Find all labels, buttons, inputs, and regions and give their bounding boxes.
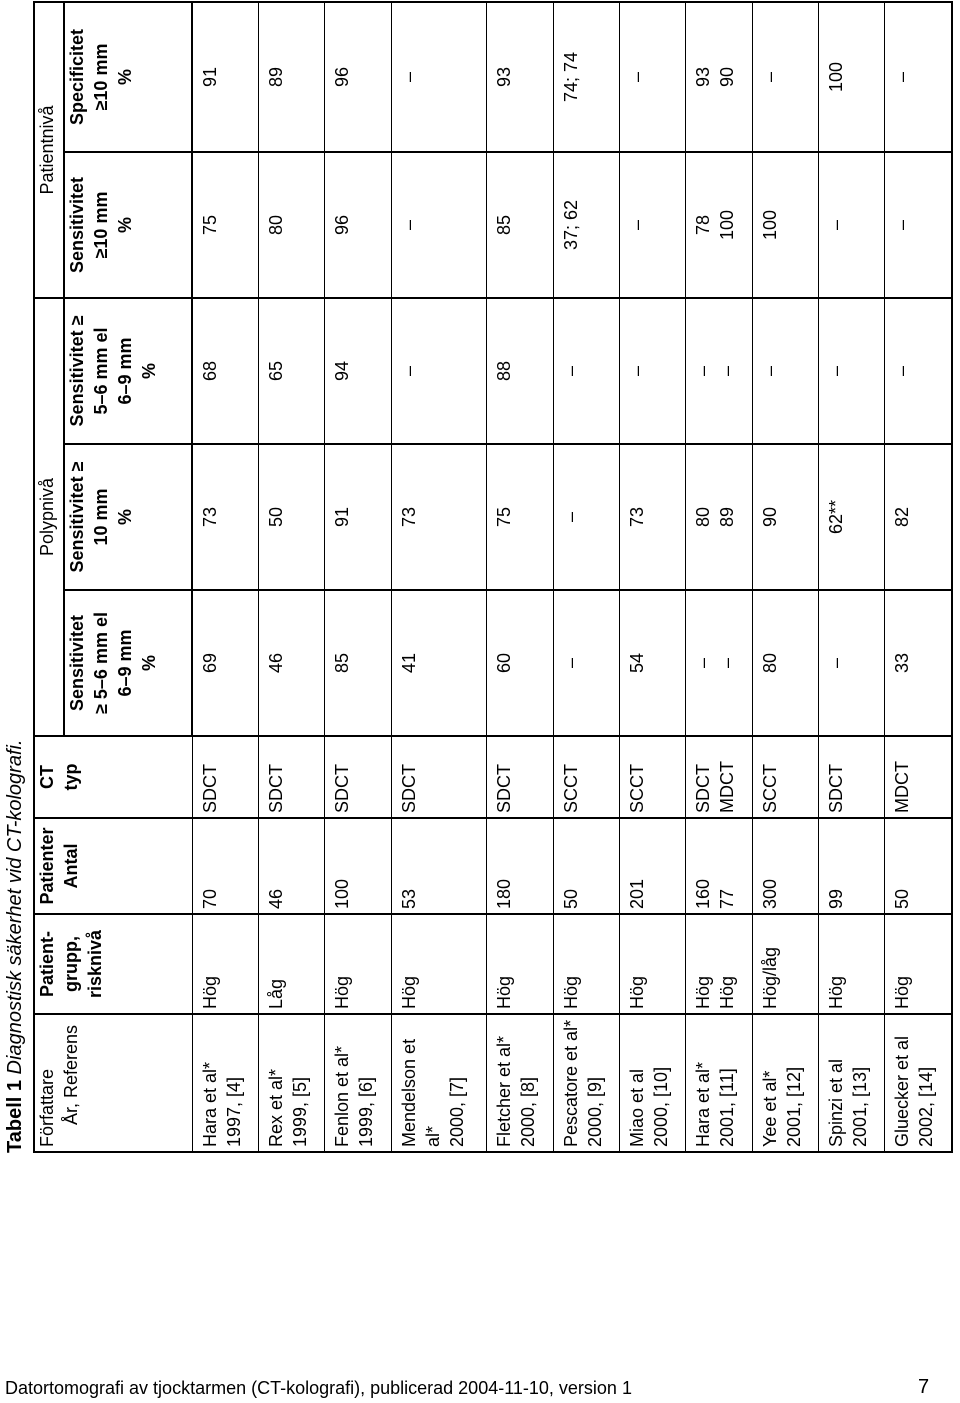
header-patient-spec-10: Specificitet ≥10 mm % bbox=[64, 2, 192, 152]
cell-polyp-sens-5 bbox=[885, 590, 952, 736]
cell-patient-spec-10 bbox=[819, 2, 885, 152]
cell-patient-sens-10 bbox=[325, 152, 391, 298]
cell-patient-count-value: 46 bbox=[265, 888, 286, 909]
cell-polyp-sens-5-value: 85 bbox=[332, 652, 353, 674]
cell-author-value: 2002, [14] bbox=[916, 1066, 937, 1147]
cell-patient-sens-10-value: – bbox=[627, 219, 648, 230]
cell-author-value: 1999, [6] bbox=[356, 1076, 377, 1147]
cell-patient-spec-10-value: 90 bbox=[717, 66, 738, 87]
cell-ct-type-value: SDCT bbox=[826, 764, 847, 813]
cell-polyp-sens-10 bbox=[885, 444, 952, 590]
cell-patient-spec-10-value: 89 bbox=[265, 66, 286, 87]
cell-author-value: Fenlon et al* bbox=[332, 1045, 353, 1147]
cell-patient-sens-5 bbox=[553, 298, 619, 444]
caption-text: Diagnostisk säkerhet vid CT-kolografi. bbox=[4, 739, 26, 1075]
cell-patient-sens-5-value: – bbox=[560, 365, 581, 376]
cell-author-value: 1997, [4] bbox=[223, 1076, 244, 1147]
cell-author bbox=[325, 1014, 391, 1152]
cell-patient-count bbox=[487, 818, 553, 914]
cell-patient-spec-10-value: 100 bbox=[826, 61, 847, 93]
cell-polyp-sens-5-value: 33 bbox=[892, 652, 913, 674]
cell-polyp-sens-10 bbox=[752, 444, 818, 590]
cell-patient-group-value: Hög bbox=[199, 975, 220, 1009]
cell-patient-sens-10 bbox=[192, 152, 258, 298]
cell-polyp-sens-10-value: 73 bbox=[398, 506, 419, 528]
cell-polyp-sens-10 bbox=[192, 444, 258, 590]
cell-author-value: 2001, [13] bbox=[850, 1066, 871, 1147]
cell-patient-group bbox=[487, 914, 553, 1014]
cell-patient-sens-10 bbox=[686, 152, 752, 298]
cell-polyp-sens-10 bbox=[553, 444, 619, 590]
cell-patient-sens-10 bbox=[553, 152, 619, 298]
cell-author-value: Pescatore et al* bbox=[560, 1019, 581, 1147]
cell-patient-count-value: 50 bbox=[892, 888, 913, 909]
cell-patient-group bbox=[620, 914, 686, 1014]
cell-author-value: Fletcher et al* bbox=[494, 1035, 515, 1147]
cell-patient-spec-10 bbox=[391, 2, 487, 152]
accuracy-table bbox=[33, 1, 953, 1153]
cell-polyp-sens-10-value: 62** bbox=[826, 499, 847, 535]
cell-ct-type bbox=[620, 736, 686, 818]
table-caption bbox=[4, 739, 27, 1153]
cell-polyp-sens-5 bbox=[391, 590, 487, 736]
cell-patient-sens-10-value: 78 bbox=[693, 214, 714, 235]
cell-ct-type-value: MDCT bbox=[892, 761, 913, 813]
cell-patient-sens-10-value: 80 bbox=[265, 214, 286, 235]
cell-patient-sens-10-value: 100 bbox=[759, 209, 780, 241]
cell-patient-count-value: 50 bbox=[560, 888, 581, 909]
header-patient-sens-5: Sensitivitet ≥ 5–6 mm el 6–9 mm % bbox=[64, 298, 192, 444]
cell-patient-spec-10 bbox=[885, 2, 952, 152]
cell-polyp-sens-5-value: – bbox=[693, 658, 714, 669]
cell-patient-spec-10-value: 93 bbox=[494, 66, 515, 87]
cell-patient-sens-10 bbox=[885, 152, 952, 298]
cell-patient-count bbox=[620, 818, 686, 914]
cell-ct-type-value: SCCT bbox=[627, 764, 648, 813]
cell-patient-spec-10-value: 96 bbox=[332, 66, 353, 87]
cell-polyp-sens-10-value: 91 bbox=[332, 506, 353, 528]
cell-patient-sens-5 bbox=[325, 298, 391, 444]
cell-ct-type bbox=[885, 736, 952, 818]
cell-polyp-sens-10-value: 82 bbox=[892, 506, 913, 528]
cell-ct-type-value: SDCT bbox=[265, 764, 286, 813]
cell-ct-type bbox=[553, 736, 619, 818]
cell-patient-group-value: Hög bbox=[693, 975, 714, 1009]
cell-author bbox=[819, 1014, 885, 1152]
table-row bbox=[391, 2, 487, 1152]
cell-author bbox=[258, 1014, 324, 1152]
header-patient-level: Patientnivå bbox=[34, 2, 64, 298]
cell-patient-group bbox=[752, 914, 818, 1014]
cell-patient-sens-5 bbox=[620, 298, 686, 444]
page-footer: Datortomografi av tjocktarmen (CT-kolografi), publicerad 2004-11-10, version 1 bbox=[5, 1378, 632, 1398]
cell-polyp-sens-10-value: 73 bbox=[200, 506, 220, 528]
page-number: 7 bbox=[918, 1376, 930, 1398]
cell-patient-spec-10-value: – bbox=[759, 71, 780, 82]
cell-author-value: 2000, [8] bbox=[518, 1076, 539, 1147]
cell-patient-sens-5-value: – bbox=[627, 365, 648, 376]
cell-patient-group bbox=[258, 914, 324, 1014]
cell-patient-group-value: Hög bbox=[627, 975, 648, 1009]
cell-ct-type-value: SDCT bbox=[398, 764, 419, 813]
cell-polyp-sens-5 bbox=[258, 590, 324, 736]
cell-patient-count-value: 180 bbox=[494, 878, 515, 909]
header-patients: Patienter Antal bbox=[34, 818, 192, 914]
cell-patient-sens-10-value: 37; 62 bbox=[560, 199, 581, 251]
cell-patient-group bbox=[686, 914, 752, 1014]
cell-polyp-sens-5-value: 69 bbox=[200, 652, 220, 674]
cell-patient-group bbox=[885, 914, 952, 1014]
cell-ct-type-value: SDCT bbox=[199, 764, 220, 813]
cell-author-value: Spinzi et al bbox=[826, 1058, 847, 1147]
cell-author bbox=[620, 1014, 686, 1152]
cell-patient-group bbox=[192, 914, 258, 1014]
cell-patient-spec-10 bbox=[686, 2, 752, 152]
cell-ct-type-value: SDCT bbox=[332, 764, 353, 813]
cell-author-value: 1999, [5] bbox=[289, 1076, 310, 1147]
cell-patient-spec-10-value: – bbox=[398, 71, 419, 82]
cell-patient-sens-10-value: – bbox=[826, 219, 847, 230]
cell-patient-sens-5-value: – bbox=[693, 365, 714, 376]
cell-polyp-sens-10 bbox=[686, 444, 752, 590]
header-polyp-sens-10: Sensitivitet ≥ 10 mm % bbox=[64, 444, 192, 590]
cell-patient-count-value: 100 bbox=[332, 878, 353, 909]
cell-patient-count-value: 160 bbox=[693, 878, 714, 909]
cell-polyp-sens-10-value: – bbox=[560, 512, 581, 523]
cell-patient-group bbox=[553, 914, 619, 1014]
cell-patient-group-value: Hög bbox=[892, 975, 913, 1009]
cell-patient-group-value: Hög bbox=[332, 975, 353, 1009]
cell-patient-count bbox=[686, 818, 752, 914]
cell-ct-type-value: MDCT bbox=[717, 761, 738, 813]
cell-author-value: Mendelson et al* bbox=[398, 1038, 443, 1147]
cell-patient-spec-10-value: 93 bbox=[693, 66, 714, 87]
cell-patient-count-value: 53 bbox=[398, 888, 419, 909]
cell-patient-sens-5-value: 65 bbox=[265, 360, 286, 382]
cell-patient-sens-5 bbox=[819, 298, 885, 444]
cell-patient-sens-10 bbox=[620, 152, 686, 298]
cell-patient-sens-10 bbox=[819, 152, 885, 298]
cell-patient-spec-10-value: 91 bbox=[200, 66, 220, 87]
header-author: Författare År, Referens bbox=[34, 1014, 192, 1152]
cell-author bbox=[391, 1014, 487, 1152]
cell-polyp-sens-5-value: 46 bbox=[265, 652, 286, 674]
cell-patient-spec-10-value: – bbox=[627, 71, 648, 82]
cell-patient-sens-10-value: 75 bbox=[200, 214, 220, 235]
cell-patient-sens-5-value: – bbox=[826, 365, 847, 376]
table-row bbox=[686, 2, 752, 1152]
cell-patient-sens-5 bbox=[752, 298, 818, 444]
cell-polyp-sens-10 bbox=[258, 444, 324, 590]
cell-patient-spec-10-value: – bbox=[892, 71, 913, 82]
cell-ct-type bbox=[686, 736, 752, 818]
cell-ct-type bbox=[752, 736, 818, 818]
cell-patient-sens-10-value: – bbox=[892, 219, 913, 230]
cell-patient-spec-10-value: 74; 74 bbox=[560, 51, 581, 103]
cell-ct-type bbox=[819, 736, 885, 818]
cell-patient-count bbox=[325, 818, 391, 914]
cell-patient-sens-10-value: – bbox=[398, 219, 419, 230]
cell-patient-sens-10 bbox=[391, 152, 487, 298]
cell-author-value: 2001, [11] bbox=[717, 1068, 738, 1147]
cell-polyp-sens-5-value: 80 bbox=[759, 652, 780, 674]
cell-polyp-sens-5 bbox=[487, 590, 553, 736]
cell-polyp-sens-10-value: 90 bbox=[759, 506, 780, 528]
cell-patient-count-value: 201 bbox=[627, 878, 648, 909]
cell-patient-count bbox=[752, 818, 818, 914]
table-row bbox=[487, 2, 553, 1152]
header-ct-type: CT typ bbox=[34, 736, 192, 818]
cell-ct-type-value: SDCT bbox=[693, 764, 714, 813]
cell-polyp-sens-10-value: 50 bbox=[265, 506, 286, 528]
table-row bbox=[752, 2, 818, 1152]
cell-polyp-sens-5-value: – bbox=[826, 658, 847, 669]
cell-patient-count bbox=[391, 818, 487, 914]
table-row bbox=[819, 2, 885, 1152]
cell-patient-group bbox=[819, 914, 885, 1014]
cell-patient-sens-10-value: 85 bbox=[494, 214, 515, 235]
cell-polyp-sens-5-value: – bbox=[560, 658, 581, 669]
cell-patient-sens-5-value: – bbox=[398, 365, 419, 376]
cell-polyp-sens-5-value: – bbox=[717, 658, 738, 669]
cell-patient-sens-10 bbox=[487, 152, 553, 298]
cell-polyp-sens-10 bbox=[620, 444, 686, 590]
cell-ct-type bbox=[258, 736, 324, 818]
cell-patient-count bbox=[819, 818, 885, 914]
cell-patient-sens-5 bbox=[258, 298, 324, 444]
cell-patient-group-value: Hög bbox=[560, 975, 581, 1009]
cell-polyp-sens-10 bbox=[325, 444, 391, 590]
cell-patient-count-value: 77 bbox=[717, 888, 738, 909]
cell-author-value: Rex et al* bbox=[265, 1068, 286, 1147]
cell-patient-group bbox=[391, 914, 487, 1014]
cell-author-value: 2001, [12] bbox=[783, 1066, 804, 1147]
table-row bbox=[192, 2, 258, 1152]
cell-patient-sens-5 bbox=[391, 298, 487, 444]
caption-label: Tabell 1 bbox=[4, 1080, 26, 1153]
cell-ct-type bbox=[391, 736, 487, 818]
cell-patient-count bbox=[192, 818, 258, 914]
cell-polyp-sens-10-value: 89 bbox=[717, 506, 738, 528]
cell-polyp-sens-5 bbox=[819, 590, 885, 736]
cell-polyp-sens-10-value: 80 bbox=[693, 506, 714, 528]
cell-polyp-sens-5-value: 60 bbox=[494, 652, 515, 674]
cell-patient-spec-10 bbox=[192, 2, 258, 152]
header-patient-sens-10: Sensitivitet ≥10 mm % bbox=[64, 152, 192, 298]
cell-patient-sens-5-value: – bbox=[759, 365, 780, 376]
cell-patient-sens-10-value: 100 bbox=[717, 209, 738, 241]
cell-patient-group-value: Låg bbox=[265, 978, 286, 1009]
cell-author bbox=[553, 1014, 619, 1152]
table-row bbox=[325, 2, 391, 1152]
cell-patient-spec-10 bbox=[258, 2, 324, 152]
cell-polyp-sens-5 bbox=[752, 590, 818, 736]
cell-polyp-sens-5 bbox=[192, 590, 258, 736]
cell-patient-count-value: 70 bbox=[199, 888, 220, 909]
cell-polyp-sens-10-value: 73 bbox=[627, 506, 648, 528]
cell-patient-count-value: 300 bbox=[759, 878, 780, 909]
header-polyp-level: Polypnivå bbox=[34, 298, 64, 736]
cell-polyp-sens-5 bbox=[553, 590, 619, 736]
cell-patient-sens-10 bbox=[752, 152, 818, 298]
cell-polyp-sens-5 bbox=[325, 590, 391, 736]
cell-patient-count bbox=[553, 818, 619, 914]
header-polyp-sens-5: Sensitivitet ≥ 5–6 mm el 6–9 mm % bbox=[64, 590, 192, 736]
cell-ct-type-value: SDCT bbox=[494, 764, 515, 813]
cell-author-value: Yee et al* bbox=[759, 1070, 780, 1147]
cell-author bbox=[752, 1014, 818, 1152]
cell-patient-spec-10 bbox=[325, 2, 391, 152]
cell-polyp-sens-5-value: 41 bbox=[398, 652, 419, 674]
table-row bbox=[258, 2, 324, 1152]
cell-patient-group-value: Hög bbox=[494, 975, 515, 1009]
table-row bbox=[620, 2, 686, 1152]
cell-patient-spec-10 bbox=[752, 2, 818, 152]
cell-author-value: Miao et al bbox=[627, 1068, 648, 1147]
cell-patient-spec-10 bbox=[620, 2, 686, 152]
cell-author-value: 2000, [7] bbox=[446, 1076, 467, 1147]
table-body bbox=[192, 2, 952, 1152]
cell-author bbox=[686, 1014, 752, 1152]
cell-patient-spec-10 bbox=[553, 2, 619, 152]
cell-patient-group-value: Hög bbox=[398, 975, 419, 1009]
cell-polyp-sens-5-value: 54 bbox=[627, 652, 648, 674]
cell-patient-group-value: Hög/låg bbox=[759, 946, 780, 1009]
cell-patient-sens-5 bbox=[192, 298, 258, 444]
cell-polyp-sens-10 bbox=[819, 444, 885, 590]
cell-patient-group-value: Hög bbox=[826, 975, 847, 1009]
cell-patient-group-value: Hög bbox=[717, 975, 738, 1009]
cell-patient-sens-5 bbox=[686, 298, 752, 444]
cell-ct-type bbox=[192, 736, 258, 818]
cell-patient-sens-10 bbox=[258, 152, 324, 298]
cell-ct-type bbox=[325, 736, 391, 818]
cell-author-value: 2000, [10] bbox=[651, 1066, 672, 1147]
cell-polyp-sens-10 bbox=[487, 444, 553, 590]
cell-patient-sens-5 bbox=[885, 298, 952, 444]
cell-patient-sens-5-value: 94 bbox=[332, 360, 353, 382]
cell-author-value: Gluecker et al bbox=[892, 1035, 913, 1147]
cell-ct-type-value: SCCT bbox=[560, 764, 581, 813]
cell-patient-count-value: 99 bbox=[826, 888, 847, 909]
cell-author-value: Hara et al* bbox=[199, 1061, 220, 1147]
table-row bbox=[553, 2, 619, 1152]
table-row bbox=[885, 2, 952, 1152]
cell-patient-count bbox=[258, 818, 324, 914]
cell-patient-group bbox=[325, 914, 391, 1014]
cell-patient-sens-5-value: 88 bbox=[494, 360, 515, 382]
header-patient-group: Patient- grupp, risknivå bbox=[34, 914, 192, 1014]
cell-author-value: Hara et al* bbox=[693, 1061, 714, 1147]
cell-polyp-sens-10 bbox=[391, 444, 487, 590]
cell-author bbox=[192, 1014, 258, 1152]
cell-patient-sens-5-value: – bbox=[717, 365, 738, 376]
cell-author-value: 2000, [9] bbox=[584, 1076, 605, 1147]
cell-patient-count bbox=[885, 818, 952, 914]
cell-patient-sens-5-value: – bbox=[892, 365, 913, 376]
cell-patient-sens-5 bbox=[487, 298, 553, 444]
cell-author bbox=[885, 1014, 952, 1152]
cell-patient-sens-10-value: 96 bbox=[332, 214, 353, 235]
cell-patient-sens-5-value: 68 bbox=[200, 360, 220, 382]
cell-ct-type bbox=[487, 736, 553, 818]
cell-polyp-sens-5 bbox=[620, 590, 686, 736]
cell-polyp-sens-5 bbox=[686, 590, 752, 736]
cell-patient-spec-10 bbox=[487, 2, 553, 152]
cell-author bbox=[487, 1014, 553, 1152]
cell-ct-type-value: SCCT bbox=[759, 764, 780, 813]
cell-polyp-sens-10-value: 75 bbox=[494, 506, 515, 528]
